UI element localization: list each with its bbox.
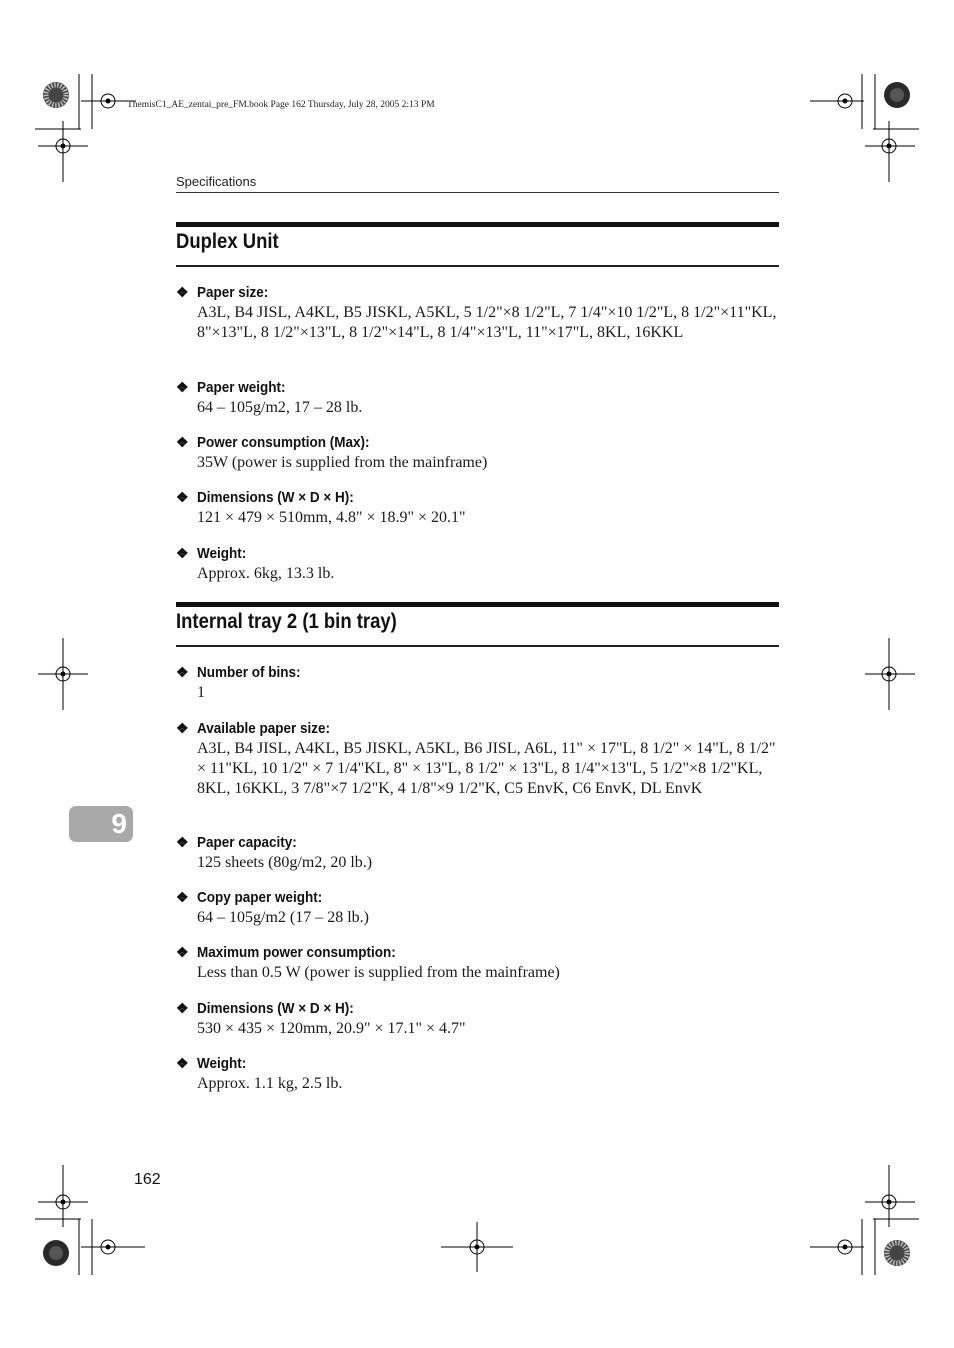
spec-value: 64 – 105g/m2 (17 – 28 lb.) (197, 909, 369, 926)
running-head: Specifications (176, 174, 257, 189)
section-top-rule (176, 602, 779, 607)
diamond-bullet-icon: ❖ (176, 545, 189, 561)
diamond-bullet-icon: ❖ (176, 889, 189, 905)
spec-item (176, 942, 781, 983)
chapter-number: 9 (111, 808, 127, 839)
spec-item (176, 718, 781, 799)
header-rule (176, 192, 779, 193)
spec-item (176, 543, 781, 584)
diamond-bullet-icon: ❖ (176, 664, 189, 680)
diamond-bullet-icon: ❖ (176, 720, 189, 736)
spec-item (176, 432, 781, 473)
spec-item (176, 662, 781, 703)
spec-value: 1 (197, 684, 205, 701)
spec-label: ❖ Paper weight: (176, 379, 286, 396)
spec-label: ❖ Weight: (176, 1055, 247, 1072)
spec-label: ❖ Copy paper weight: (176, 889, 323, 906)
spec-label: ❖ Weight: (176, 545, 247, 562)
spec-label: ❖ Available paper size: (176, 720, 331, 737)
spec-label: ❖ Power consumption (Max): (176, 434, 370, 451)
diamond-bullet-icon: ❖ (176, 1000, 189, 1016)
spec-label: ❖ Paper capacity: (176, 834, 297, 851)
spec-label: ❖ Dimensions (W × D × H): (176, 1000, 354, 1017)
print-slug: ThemisC1_AE_zentai_pre_FM.book Page 162 Thursday, July 28, 2005 2:13 PM (127, 100, 435, 110)
spec-label: ❖ Maximum power consumption: (176, 944, 396, 961)
spec-value: 125 sheets (80g/m2, 20 lb.) (197, 854, 373, 871)
spec-value: 530 × 435 × 120mm, 20.9" × 17.1" × 4.7" (197, 1020, 466, 1037)
spec-value: Approx. 6kg, 13.3 lb. (197, 565, 335, 582)
diamond-bullet-icon: ❖ (176, 834, 189, 850)
section-bottom-rule (176, 645, 779, 647)
page-number: 162 (134, 1171, 161, 1188)
spec-label: ❖ Dimensions (W × D × H): (176, 489, 354, 506)
spec-value: 121 × 479 × 510mm, 4.8" × 18.9" × 20.1" (197, 509, 466, 526)
diamond-bullet-icon: ❖ (176, 379, 189, 395)
spec-label: ❖ Paper size: (176, 284, 269, 301)
spec-item (176, 998, 781, 1039)
diamond-bullet-icon: ❖ (176, 944, 189, 960)
spec-value: A3L, B4 JISL, A4KL, B5 JISKL, A5KL, B6 JISL, A6L, 11" × 17"L, 8 1/2" × 14"L, 8 1/2" × 11"KL, 10 1/2" × 7 1/4"KL, 8" × 13"L, 8 1/2" × 13"L, 8 1/4"×13"L, 5 1/2"×8 1/2"KL, 8KL, 16KKL, 3 7/8"×7 1/2"K, 4 1/8"×9 1/2"K, C5 EnvK, C6 EnvK, DL EnvK (197, 740, 776, 797)
spec-item (176, 282, 781, 343)
section-title: Duplex Unit (176, 230, 279, 253)
section-bottom-rule (176, 265, 779, 267)
spec-label: ❖ Number of bins: (176, 664, 301, 681)
spec-value: Less than 0.5 W (power is supplied from the mainframe) (197, 964, 560, 981)
spec-value: 64 – 105g/m2, 17 – 28 lb. (197, 399, 363, 416)
spec-value: A3L, B4 JISL, A4KL, B5 JISKL, A5KL, 5 1/2"×8 1/2"L, 7 1/4"×10 1/2"L, 8 1/2"×11"KL, 8"×13"L, 8 1/2"×13"L, 8 1/2"×14"L, 8 1/4"×13"L, 11"×17"L, 8KL, 16KKL (197, 304, 777, 341)
section-title: Internal tray 2 (1 bin tray) (176, 610, 397, 633)
section-top-rule (176, 222, 779, 227)
spec-item (176, 887, 781, 928)
spec-item (176, 832, 781, 873)
spec-item (176, 1053, 781, 1094)
spec-item (176, 377, 781, 418)
spec-item (176, 487, 781, 528)
diamond-bullet-icon: ❖ (176, 1055, 189, 1071)
diamond-bullet-icon: ❖ (176, 284, 189, 300)
spec-value: 35W (power is supplied from the mainframe) (197, 454, 488, 471)
diamond-bullet-icon: ❖ (176, 489, 189, 505)
spec-value: Approx. 1.1 kg, 2.5 lb. (197, 1075, 343, 1092)
diamond-bullet-icon: ❖ (176, 434, 189, 450)
